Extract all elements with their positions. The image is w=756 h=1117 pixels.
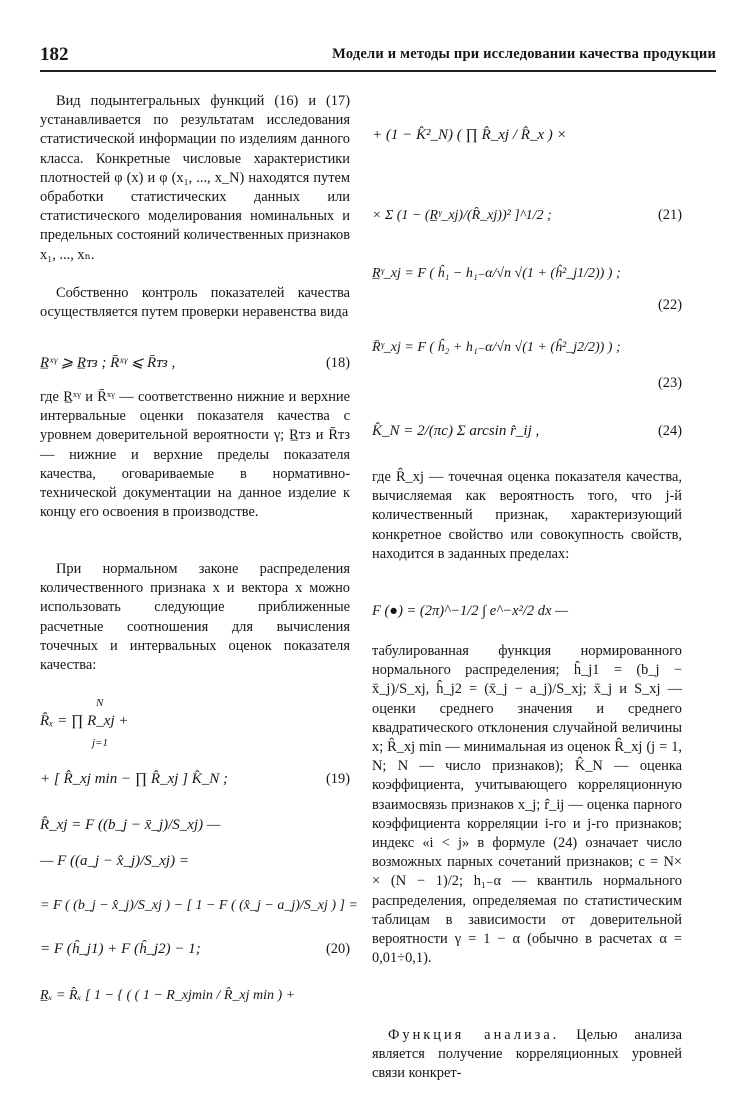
formula-19a-body: R̂ₓ = ∏ R_xj +: [40, 713, 129, 729]
formula-21c-body: × Σ (1 − (R̲ᵞ_xj)/(R̂_xj))² ]^1/2 ;: [372, 208, 552, 223]
formula-24-body: K̂_N = 2/(πc) Σ arcsin r̂_ij ,: [372, 423, 540, 439]
paragraph-control: Собственно контроль показателей качества осуществляется путем проверки неравенства вида: [40, 285, 350, 321]
formula-22-body: R̲ᵞ_xj = F ( ĥ₁ − h₁₋α/√n √(1 + (ĥ²_j1/2)) ) ;: [372, 266, 621, 281]
formula-23-body: R̄ᵞ_xj = F ( ĥ₂ + h₁₋α/√n √(1 + (ĥ²_j2/2)) ) ;: [372, 340, 621, 355]
header-rule: [40, 70, 716, 72]
formula-21-number: (21): [658, 207, 682, 223]
formula-20a-body: R̂_xj = F ((b_j − x̄_j)/S_xj) —: [40, 817, 221, 833]
page-header: [40, 38, 716, 74]
formula-18-body: R̲ˣᵞ ⩾ R̲ᴛз ; R̄ˣᵞ ⩽ R̄ᴛз ,: [40, 355, 176, 371]
formula-23: [372, 326, 682, 374]
right-column: [372, 92, 682, 1084]
formula-21c: [372, 184, 682, 252]
formula-20-number: (20): [326, 941, 350, 957]
formula-19b-body: + [ R̂_xj min − ∏ R̂_xj ] K̂_N ;: [40, 771, 228, 787]
formula-20d: [40, 934, 350, 974]
formula-22-number: (22): [658, 297, 682, 313]
formula-18: [40, 342, 350, 388]
formula-24-number: (24): [658, 423, 682, 439]
formula-19b: [40, 754, 350, 810]
formula-21b-body: + (1 − K̂²_N) ( ∏ R̂_xj / R̂_x ) ×: [372, 127, 567, 143]
analysis-heading: Функция анализа.: [388, 1027, 560, 1043]
formula-20c-body: = F ( (b_j − x̂_j)/S_xj ) − [ 1 − F ( (x̂_j − a_j)/S_xj ) ] =: [40, 898, 358, 913]
formula-21a-body: R̲ₓ = R̂ₓ [ 1 − { ( ( 1 − R_xjmin / R̂_xj min ) +: [40, 988, 296, 1003]
analysis-text: Целью анализа является получение корреляционных уровней связи конкрет-: [372, 1027, 682, 1082]
paragraph-analysis: [372, 1026, 682, 1084]
formula-19a-limit-top: N: [96, 697, 104, 709]
formula-18-number: (18): [326, 355, 350, 371]
paragraph-normal-law: При нормальном законе распределения количественного признака x и вектора x можно использовать следующие приближенные расчетные соотношения для вычисления точечных и интервальных оценок показателя качества:: [40, 561, 350, 674]
formula-20a: [40, 810, 350, 846]
formula-19a: [40, 694, 350, 754]
paragraph-definitions: табулированная функция нормированного нормального распределения; ĥ_j1 = (b_j − x̄_j)/S_xj, ĥ_j2 = (x̄_j − a_j)/S_xj; x̄_j и S_xj — оценки среднего значения и среднего квадратического отклонения случайной величины x; R̂_xj min — минимальная из оценок R̂_xj (j = 1, N; N — число признаков); K̂_N — оценка коэффициента, учитывающего корреляционную взаимосвязь признаков x_j; r̂_ij — оценка парного коэффициента корреляции i-го и j-го признаков; индекс «i < j» в формуле (24) означает число возможных парных сочетаний признаков; c = N× × (N − 1)/2; h₁₋α — квантиль нормального распределения, определяемая по статистическим таблицам в зависимости от доверительной вероятности γ = 1 − α (обычно в расчетах α = 0,01÷0,1).: [372, 643, 682, 967]
paragraph-where-21: где R̂_xj — точечная оценка показателя качества, вычисляемая как вероятность того, что j-й количественный признак, характеризующий конкретное свойство или совокупность свойств, находится в заданных пределах:: [372, 469, 682, 562]
formula-19a-limit-bottom: j=1: [92, 737, 108, 749]
formula-23-number: (23): [658, 375, 682, 391]
formula-24: [372, 404, 682, 468]
formula-20c: [40, 882, 358, 934]
formula-19-number: (19): [326, 771, 350, 787]
formula-20d-body: = F (ĥ_j1) + F (ĥ_j2) − 1;: [40, 941, 201, 957]
running-title: Модели и методы при исследовании качества продукции: [332, 46, 716, 62]
formula-20b: [40, 846, 350, 882]
paragraph-integrand: Вид подынтегральных функций (16) и (17) устанавливается по результатам исследования статистической информации по изделиям данного класса. Конкретные числовые характеристики плотностей φ (x) и φ (x₁, ..., x_N) находятся путем обработки статистических данных или статистического моделирования номинальных и предельных состояний количественных признаков x₁, ..., xₙ.: [40, 93, 350, 263]
formula-F-body: F (●) = (2π)^−1/2 ∫ e^−x²/2 dx —: [372, 603, 568, 619]
paragraph-where-18: где R̲ˣᵞ и R̄ˣᵞ — соответственно нижние и верхние интервальные оценки показателя качества с уровнем доверительной вероятности γ; R̲ᴛз и R̄ᴛз — нижние и верхние пределы показателя качества, оговариваемые в нормативно-технической документации на данное изделие к концу его освоения в производстве.: [40, 389, 350, 521]
formula-21a: [40, 974, 350, 1026]
formula-22: [372, 252, 682, 296]
page-number: 182: [40, 44, 69, 65]
formula-21b: [372, 92, 682, 184]
formula-F: [372, 584, 682, 642]
left-column: [40, 92, 358, 1026]
formula-20b-body: — F ((a_j − x̂_j)/S_xj) =: [40, 853, 189, 869]
